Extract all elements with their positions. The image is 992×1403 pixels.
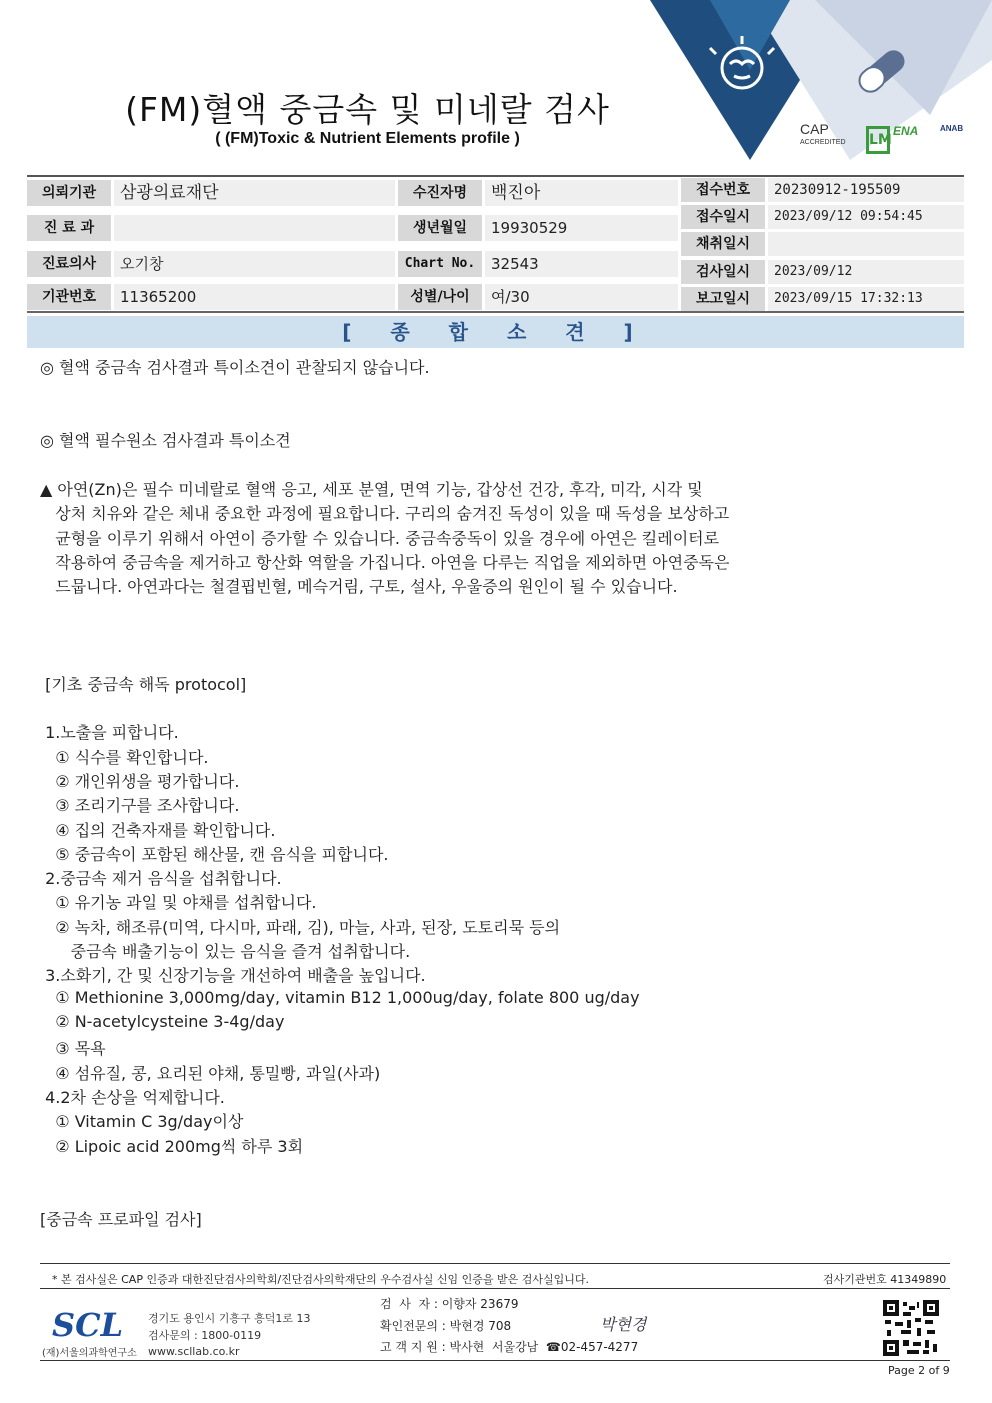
protocol-item: ② N-acetylcysteine 3-4g/day [40,1012,285,1031]
value-receipt-datetime: 2023/09/12 09:54:45 [768,205,964,229]
label-receipt-datetime: 접수일시 [681,205,765,229]
value-physician: 오기창 [114,251,395,277]
table-bottom-border [27,311,964,313]
footer-divider [40,1288,950,1289]
qr-code-icon [883,1300,939,1356]
label-patient-name: 수진자명 [398,180,482,206]
label-report-datetime: 보고일시 [681,287,765,311]
label-chart-number: Chart No. [398,251,482,277]
protocol-item: ② 녹차, 해조류(미역, 다시마, 파래, 김), 마늘, 사과, 된장, 도토리묵 등의 [40,918,561,937]
org-website[interactable]: www.scllab.co.kr [148,1345,240,1358]
label-test-datetime: 검사일시 [681,260,765,284]
org-contact: 검사문의 : 1800-0119 [148,1329,262,1342]
zinc-note-line: ▲ 아연(Zn)은 필수 미네랄로 혈액 응고, 세포 분열, 면역 기능, 갑상선 건강, 후각, 미각, 시각 및 [40,480,703,499]
protocol-item: ① 유기농 과일 및 야채를 섭취합니다. [40,893,317,912]
label-physician: 진료의사 [27,251,111,277]
value-institution-number: 11365200 [114,284,395,310]
protocol-item: ③ 조리기구를 조사합니다. [40,796,240,815]
value-collection-datetime [768,232,964,256]
value-patient-name: 백진아 [485,180,678,206]
value-test-datetime: 2023/09/12 [768,260,964,284]
zinc-note-line: 상처 치유와 같은 체내 중요한 과정에 필요합니다. 구리의 숨겨진 독성이 있을 때 독성을 보상하고 [40,504,730,523]
label-sex-age: 성별/나이 [398,284,482,310]
label-collection-datetime: 채취일시 [681,232,765,256]
lm-logo: LM [866,126,890,154]
anab-logo: ANAB [940,124,964,133]
table-top-border [27,175,964,177]
org-name: (재)서울의과학연구소 [42,1348,137,1359]
protocol-item: ② Lipoic acid 200mg씩 하루 3회 [40,1137,304,1156]
protocol-item: ① 식수를 확인합니다. [40,748,209,767]
protocol-item: ① Vitamin C 3g/day이상 [40,1112,244,1131]
protocol-item: ④ 섬유질, 콩, 요리된 야채, 통밀빵, 과일(사과) [40,1064,381,1083]
protocol-item: 중금속 배출기능이 있는 음식을 즐겨 섭취합니다. [40,942,411,961]
signature: 박현경 [600,1315,647,1334]
value-department [114,215,395,241]
footer-lab-registration: 검사기관번호 41349890 [823,1273,947,1286]
zinc-note-line: 드뭅니다. 아연과다는 철결핍빈혈, 메슥거림, 구토, 설사, 우울증의 원인이 될 수 있습니다. [40,577,678,596]
finding-essential-elements: ◎ 혈액 필수원소 검사결과 특이소견 [40,431,291,450]
scl-logo: SCL [52,1306,124,1344]
staff-specialist: 확인전문의 : 박현경 708 [380,1319,512,1333]
value-receipt-number: 20230912-195509 [768,178,964,202]
label-institution-number: 기관번호 [27,284,111,310]
value-birth-date: 19930529 [485,215,678,241]
staff-tester: 검 사 자 : 이향자 23679 [380,1297,519,1311]
protocol-item: ② 개인위생을 평가합니다. [40,772,240,791]
label-birth-date: 생년월일 [398,215,482,241]
protocol-heading: [기초 중금속 해독 protocol] [40,675,247,694]
label-requesting-institution: 의뢰기관 [27,180,111,206]
protocol-step: 2.중금속 제거 음식을 섭취합니다. [40,869,282,888]
value-report-datetime: 2023/09/15 17:32:13 [768,287,964,311]
label-receipt-number: 접수번호 [681,178,765,202]
zinc-note-line: 작용하여 중금속을 제거하고 항산화 역할을 가집니다. 아연을 다루는 직업을 제외하면 아연중독은 [40,553,730,572]
footer-accreditation-note: * 본 검사실은 CAP 인증과 대한진단검사의학회/진단검사의학재단의 우수검사실 신임 인증을 받은 검사실입니다. [52,1273,590,1286]
protocol-item: ③ 목욕 [40,1039,106,1058]
footer-top-border [40,1263,950,1264]
org-address: 경기도 용인시 기흥구 흥덕1로 13 [148,1312,311,1325]
label-department: 진 료 과 [27,215,111,241]
protocol-item: ④ 집의 건축자재를 확인합니다. [40,821,276,840]
value-sex-age: 여/30 [485,284,678,310]
protocol-step: 3.소화기, 간 및 신장기능을 개선하여 배출을 높입니다. [40,966,426,985]
value-chart-number: 32543 [485,251,678,277]
value-requesting-institution: 삼광의료재단 [114,180,395,206]
ena-logo: ENA [893,124,919,138]
report-title: (FM)혈액 중금속 및 미네랄 검사 [125,90,610,129]
staff-customer-support: 고 객 지 원 : 박사현 서울강남 ☎02-457-4277 [380,1340,639,1354]
finding-heavy-metal: ◎ 혈액 중금속 검사결과 특이소견이 관찰되지 않습니다. [40,358,430,377]
zinc-note-line: 균형을 이루기 위해서 아연이 증가할 수 있습니다. 중금속중독이 있을 경우에 아연은 킬레이터로 [40,529,720,548]
cap-accredited-logo: CAP ACCREDITED [800,121,846,146]
profile-heading: [중금속 프로파일 검사] [40,1210,202,1229]
summary-heading: [ 종 합 소 견 ] [27,316,964,348]
report-subtitle: ( (FM)Toxic & Nutrient Elements profile ) [215,130,520,147]
footer-bottom-border [40,1360,950,1361]
protocol-step: 4.2차 손상을 억제합니다. [40,1088,225,1107]
protocol-item: ① Methionine 3,000mg/day, vitamin B12 1,000ug/day, folate 800 ug/day [40,988,640,1007]
page-number: Page 2 of 9 [888,1364,950,1377]
protocol-item: ⑤ 중금속이 포함된 해산물, 캔 음식을 피합니다. [40,845,389,864]
protocol-step: 1.노출을 피합니다. [40,723,179,742]
